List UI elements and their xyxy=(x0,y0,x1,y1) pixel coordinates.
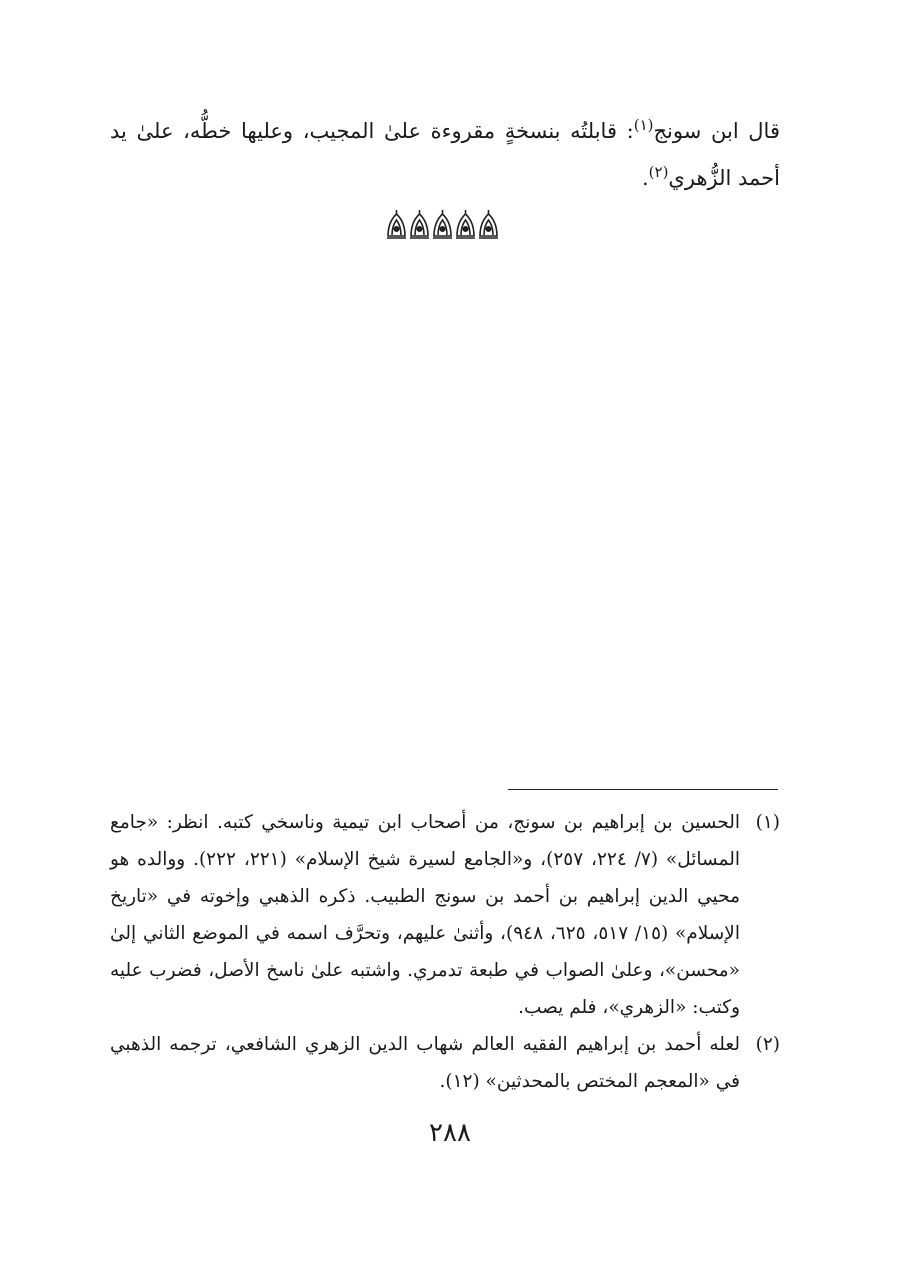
footnote-1-number: (١) xyxy=(755,812,780,833)
footnote-2 xyxy=(110,1026,780,1100)
footnote-separator xyxy=(508,789,778,790)
footnote-2-text: لعله أحمد بن إبراهيم الفقيه العالم شهاب الدين الزهري الشافعي، ترجمه الذهبي في «المعجم المختص بالمحدثين» (١٢). xyxy=(110,1034,740,1092)
page-number: ٢٨٨ xyxy=(429,1118,471,1148)
footnote-1 xyxy=(110,804,780,1026)
footnote-1-text: الحسين بن إبراهيم بن سونج، من أصحاب ابن تيمية وناسخي كتبه. انظر: «جامع المسائل» (٧/ ٢٢٤، ٢٥٧)، و«الجامع لسيرة شيخ الإسلام» (٢٢١، ٢٢٢). ووالده هو محيي الدين إبراهيم بن أحمد بن سونج الطبيب. ذكره الذهبي وإخوته في «تاريخ الإسلام» (١٥/ ٥١٧، ٦٢٥، ٩٤٨)، وأثنىٰ عليهم، وتحرَّف اسمه في الموضع الثاني إلىٰ «محسن»، وعلىٰ الصواب في طبعة تدمري. واشتبه علىٰ ناسخ الأصل، فضرب عليه وكتب: «الزهري»، فلم يصب. xyxy=(110,812,740,1018)
main-text-part-1: قال ابن سونج xyxy=(653,119,780,143)
footnote-ref-2[interactable]: (٢) xyxy=(648,163,669,181)
footnote-2-number: (٢) xyxy=(755,1034,780,1055)
footnotes xyxy=(110,804,780,1100)
footnote-ref-1[interactable]: (١) xyxy=(633,116,654,134)
main-paragraph xyxy=(110,108,780,202)
floral-ornament-row-icon xyxy=(385,208,501,240)
main-text-part-2: : قابلتُه بنسخةٍ مقروءة علىٰ المجيب، وعليها خطُّه، علىٰ يد أحمد الزُّهري xyxy=(110,119,780,190)
main-text-part-3: . xyxy=(641,166,649,190)
